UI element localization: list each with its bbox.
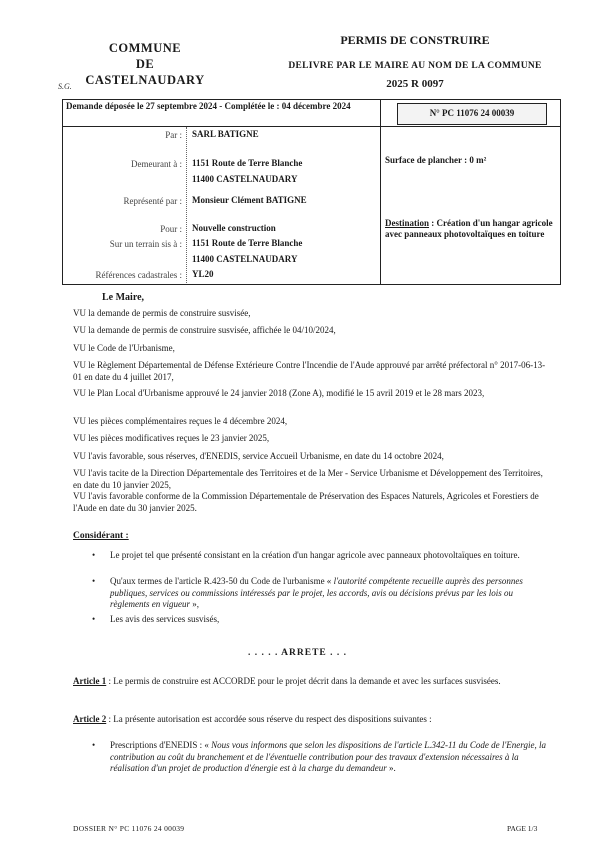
label-value-separator <box>186 127 187 283</box>
arrete-heading: . . . . . ARRETE . . . <box>247 648 348 658</box>
footer-dossier: DOSSIER N° PC 11076 24 00039 <box>73 824 185 833</box>
le-maire: Le Maire, <box>102 292 145 303</box>
label-terrain: Sur un terrain sis à : <box>109 239 182 249</box>
pc-number: N° PC 11076 24 00039 <box>429 108 515 118</box>
enedis-prescription <box>110 740 552 775</box>
destination-text: : Création d'un hangar agricole avec panneaux photovoltaïques en toiture <box>385 218 553 239</box>
considerant-title: Considérant : <box>73 531 129 541</box>
footer-page: PAGE 1/3 <box>507 824 538 833</box>
commune-block <box>60 40 230 88</box>
value-terrain-1: 1151 Route de Terre Blanche <box>192 238 303 248</box>
article-2-title: Article 2 <box>73 714 107 724</box>
commune-line-3: CASTELNAUDARY <box>85 73 205 87</box>
value-pour: Nouvelle construction <box>192 223 276 233</box>
enedis-intro: Prescriptions d'ENEDIS : « <box>110 740 212 750</box>
vu-line: VU l'avis favorable, sous réserves, d'ENEDIS, service Accueil Urbanisme, en date du 14 octobre 2024, <box>73 451 444 461</box>
vu-line: VU la demande de permis de construire susvisée, <box>73 308 251 318</box>
destination <box>385 218 557 240</box>
article-2-text: : La présente autorisation est accordée sous réserve du respect des dispositions suivantes : <box>106 714 432 724</box>
destination-label: Destination <box>385 218 430 228</box>
vu-line: VU le Plan Local d'Urbanisme approuvé le 24 janvier 2018 (Zone A), modifié le 15 avril 2019 et le 28 mars 2023, <box>73 388 485 398</box>
commune-line-1: COMMUNE <box>108 41 182 55</box>
considerant-item <box>110 576 552 611</box>
value-par: SARL BATIGNE <box>192 129 259 139</box>
surface-plancher: Surface de plancher : 0 m² <box>385 155 487 165</box>
bullet-icon: • <box>92 550 96 560</box>
article-2 <box>73 714 553 726</box>
article-1 <box>73 676 553 688</box>
vu-line: VU l'avis favorable conforme de la Commission Départementale de Préservation des Espaces Naturels, Agricoles et Forestiers de l'Aude en date du 30 janvier 2025. <box>73 491 539 513</box>
enedis-end: ». <box>386 763 396 773</box>
bullet-icon: • <box>92 740 96 750</box>
label-pour: Pour : <box>160 224 182 234</box>
vu-line: VU les pièces modificatives reçues le 23 janvier 2025, <box>73 433 270 443</box>
info-box-header-line <box>62 126 560 127</box>
document-subtitle: DELIVRE PAR LE MAIRE AU NOM DE LA COMMUNE <box>288 61 542 71</box>
enedis-quote: Nous vous informons que selon les dispositions de l'article L.342-11 du Code de l'Energie, la contribution au coût du branchement et de l'éventuelle contribution pour des travaux d'extension nécessaires à la réalisation d'un projet de production d'énergie est à la charge du demandeur <box>110 740 546 773</box>
bullet-icon: • <box>92 614 96 624</box>
value-demeurant-1: 1151 Route de Terre Blanche <box>192 158 303 168</box>
considerant-2-intro: Qu'aux termes de l'article R.423-50 du Code de l'urbanisme « <box>110 576 334 586</box>
label-represente: Représenté par : <box>123 196 182 206</box>
demande-date: Demande déposée le 27 septembre 2024 - Complétée le : 04 décembre 2024 <box>66 101 351 111</box>
value-terrain-2: 11400 CASTELNAUDARY <box>192 254 298 264</box>
vu-line: VU la demande de permis de construire susvisée, affichée le 04/10/2024, <box>73 325 336 335</box>
value-cadastre: YL20 <box>192 269 214 279</box>
considerant-item: Le projet tel que présenté consistant en la création d'un hangar agricole avec panneaux photovoltaïques en toiture. <box>110 550 520 560</box>
considerant-2-quote: l'autorité compétente recueille auprès des personnes publiques, services ou commissions intéressés par le projet, les accords, avis ou décisions prévus par les lois ou règlements en vigueur <box>110 576 523 609</box>
value-represente: Monsieur Clément BATIGNE <box>192 195 307 205</box>
considerant-item: Les avis des services susvisés, <box>110 614 220 624</box>
vu-line: VU l'avis tacite de la Direction Départementale des Territoires et de la Mer - Service Urbanisme et Développement des Territoires, en date du 10 janvier 2025, <box>73 468 543 490</box>
label-cadastre: Références cadastrales : <box>95 270 182 280</box>
label-par: Par : <box>165 130 182 140</box>
arrete-reference: 2025 R 0097 <box>386 78 444 90</box>
document-title: PERMIS DE CONSTRUIRE <box>340 33 490 47</box>
vu-line: VU les pièces complémentaires reçues le 4 décembre 2024, <box>73 416 288 426</box>
value-demeurant-2: 11400 CASTELNAUDARY <box>192 174 298 184</box>
vu-line: VU le Règlement Départemental de Défense Extérieure Contre l'Incendie de l'Aude approuvé par arrêté préfectoral n° 2017-06-13-01 en date du 4 juillet 2017, <box>73 360 546 382</box>
bullet-icon: • <box>92 576 96 586</box>
considerant-2-end: », <box>189 599 199 609</box>
signature-mark: S.G. <box>58 82 72 91</box>
vu-line: VU le Code de l'Urbanisme, <box>73 343 175 353</box>
commune-line-2: DE <box>135 57 155 71</box>
article-1-title: Article 1 <box>73 676 107 686</box>
label-demeurant: Demeurant à : <box>131 159 182 169</box>
article-1-text: : Le permis de construire est ACCORDE pour le projet décrit dans la demande et avec les surfaces susvisées. <box>106 676 501 686</box>
